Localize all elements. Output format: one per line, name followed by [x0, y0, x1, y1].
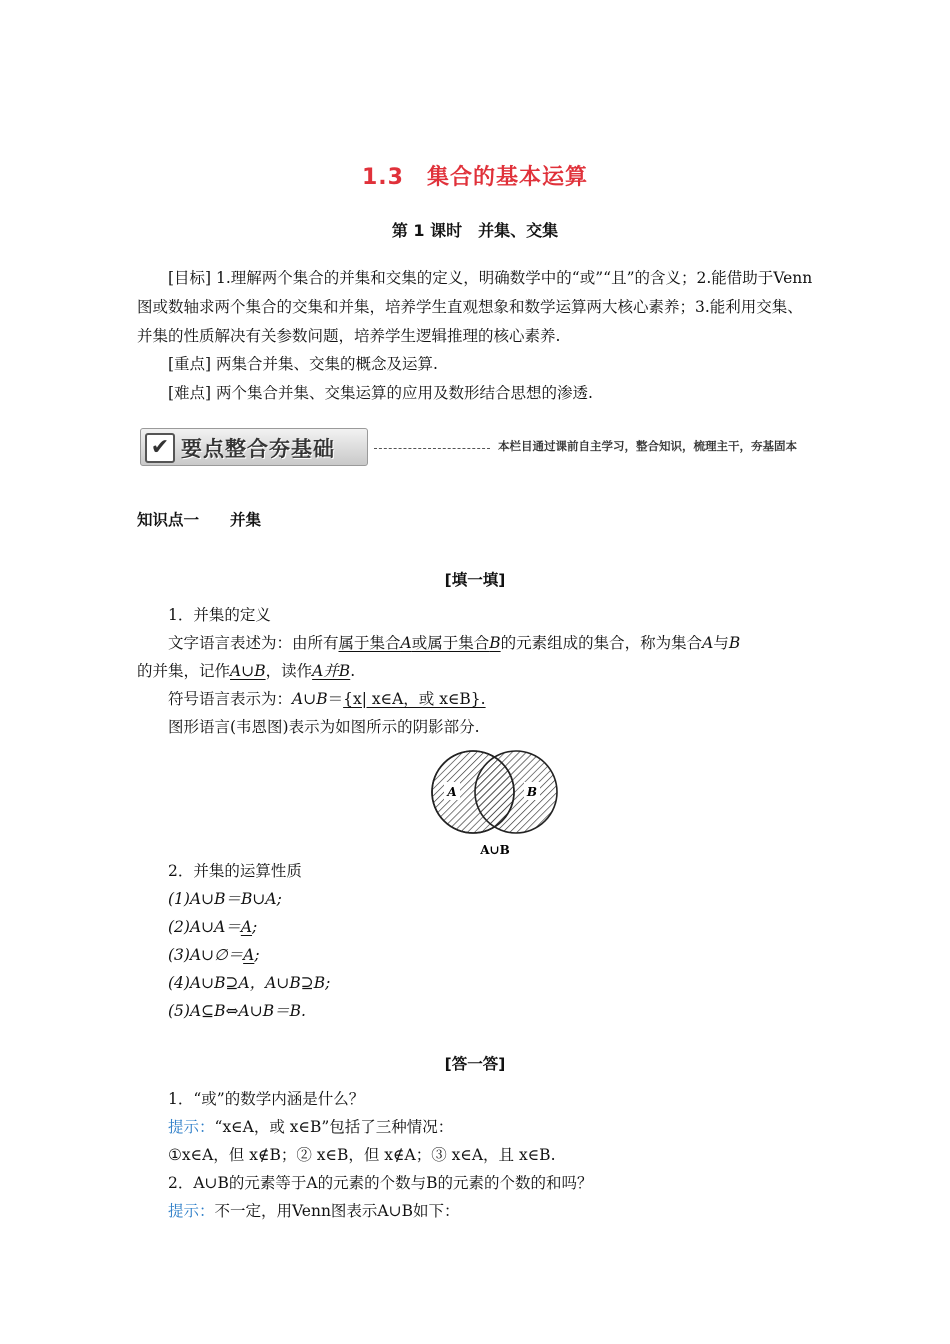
venn-caption: A∪B	[480, 843, 510, 857]
question-1: 1．“或”的数学内涵是什么？	[168, 1090, 365, 1108]
checkmark-icon: ✔	[145, 433, 175, 463]
fill-in-heading: [填一填]	[444, 571, 506, 589]
text-fragment: ，读作	[265, 662, 313, 680]
property-5: (5)A⊆B⇔A∪B＝B.	[168, 1002, 306, 1020]
text-fragment: B	[728, 634, 741, 652]
answer-blank: A并B	[312, 662, 351, 680]
question-2: 2．A∪B的元素等于A的元素的个数与B的元素的个数的和吗？	[168, 1174, 593, 1192]
property-3	[168, 944, 260, 966]
text-fragment: 的元素组成的集合，称为集合	[500, 634, 703, 652]
text-fragment: 或属于集合	[411, 634, 490, 652]
text-fragment: A∪B	[292, 690, 328, 708]
text-fragment: B	[489, 634, 501, 652]
text-language-line1	[168, 632, 740, 654]
graph-language: 图形语言(韦恩图)表示为如图所示的阴影部分.	[168, 718, 480, 736]
definition-title: 1．并集的定义	[168, 606, 271, 624]
hint-label: 提示：	[168, 1118, 215, 1136]
answer-1-line1	[168, 1116, 453, 1138]
text-fragment: A	[702, 634, 714, 652]
text-language-line2	[137, 660, 355, 682]
venn-label-a: A	[447, 785, 457, 799]
hint-label: 提示：	[168, 1202, 215, 1220]
answer-blank: {x| x∈A，或 x∈B}.	[343, 690, 486, 708]
text-fragment: A	[400, 634, 412, 652]
banner-label: 要点整合夯基础	[181, 437, 335, 461]
answer-blank: A	[243, 946, 255, 964]
section-banner	[140, 428, 812, 464]
text-fragment: ;	[254, 946, 260, 964]
property-4: (4)A∪B⊇A，A∪B⊇B;	[168, 974, 331, 992]
symbol-language	[168, 688, 486, 710]
answer-2	[168, 1200, 460, 1222]
text-fragment: 文字语言表述为：由所有	[168, 634, 339, 652]
key-point: [重点] 两集合并集、交集的概念及运算.	[168, 355, 438, 373]
text-fragment: “x∈A，或 x∈B”包括了三种情况：	[214, 1118, 454, 1136]
venn-diagram-union	[428, 744, 568, 864]
properties-title: 2．并集的运算性质	[168, 862, 302, 880]
banner-divider	[374, 448, 490, 449]
text-fragment: 与	[713, 634, 729, 652]
text-fragment: 不一定，用Venn图表示A∪B如下：	[214, 1202, 460, 1220]
difficulty-point: [难点] 两个集合并集、交集运算的应用及数形结合思想的渗透.	[168, 384, 593, 402]
text-fragment: ;	[252, 918, 258, 936]
property-1: (1)A∪B＝B∪A;	[168, 890, 282, 908]
answer-1-line2: ①x∈A，但 x∉B；② x∈B，但 x∉A；③ x∈A，且 x∈B.	[168, 1146, 556, 1164]
venn-label-b: B	[526, 785, 538, 799]
text-fragment: (2)A∪A＝	[168, 918, 241, 936]
banner-box	[140, 428, 368, 466]
text-fragment: 属于集合	[338, 634, 401, 652]
text-fragment: (3)A∪∅＝	[168, 946, 244, 964]
answer-blank	[339, 634, 501, 652]
knowledge-point-title: 知识点一 并集	[137, 511, 262, 529]
answer-blank: A∪B	[230, 662, 266, 680]
page-title: 1.3 集合的基本运算	[362, 165, 588, 190]
answer-blank: A	[240, 918, 253, 936]
text-fragment: .	[350, 662, 356, 680]
lesson-subtitle: 第 1 课时 并集、交集	[391, 221, 559, 240]
set-b-circle	[475, 751, 557, 833]
text-fragment: 的并集，记作	[137, 662, 231, 680]
answer-heading: [答一答]	[444, 1055, 506, 1073]
goals-paragraph: [目标] 1.理解两个集合的并集和交集的定义，明确数学中的“或”“且”的含义；2.能借助于Venn图或数轴求两个集合的交集和并集，培养学生直观想象和数学运算两大核心素养；3.能利用交集、并集的性质解决有关参数问题，培养学生逻辑推理的核心素养.	[137, 269, 813, 345]
text-fragment: 符号语言表示为：	[168, 690, 293, 708]
property-2	[168, 916, 257, 938]
banner-note: 本栏目通过课前自主学习，整合知识，梳理主干，夯基固本	[498, 439, 797, 453]
text-fragment: ＝	[327, 690, 344, 708]
